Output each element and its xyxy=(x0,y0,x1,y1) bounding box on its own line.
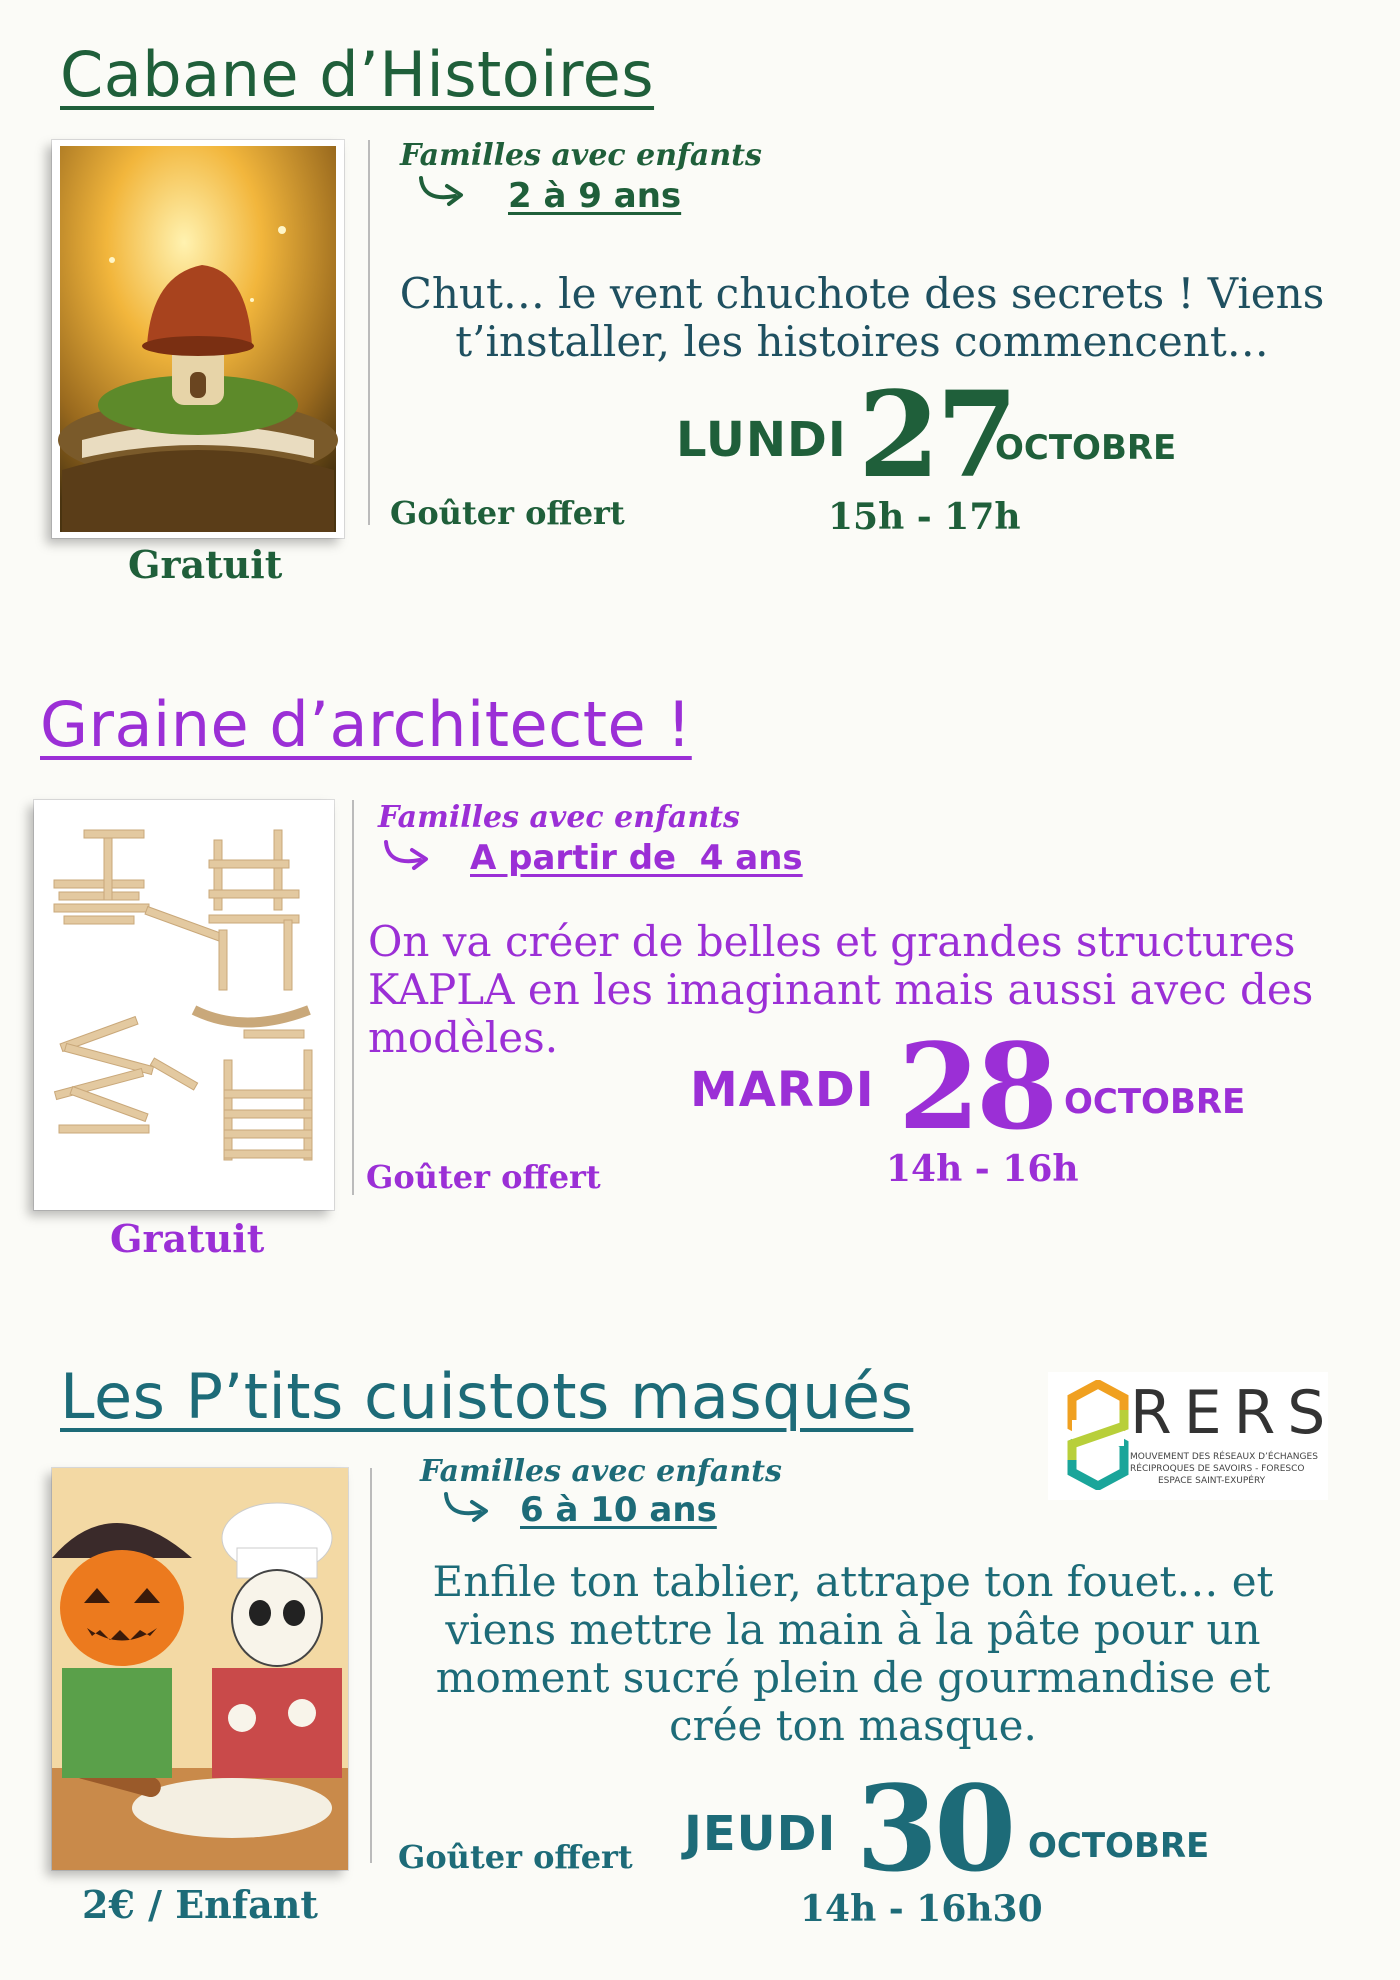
rers-logo-tagline-3: ESPACE SAINT-EXUPÉRY xyxy=(1158,1476,1266,1486)
event-2-description: On va créer de belles et grandes structures KAPLA en les imaginant mais aussi avec des modèles. xyxy=(368,917,1314,1062)
event-3-age: 6 à 10 ans xyxy=(520,1490,717,1530)
event-1-price: Gratuit xyxy=(128,542,283,587)
event-1-divider xyxy=(368,140,370,525)
kapla-blocks-icon xyxy=(34,800,334,1210)
rers-logo-name: RERS xyxy=(1130,1378,1338,1448)
event-1-month: OCTOBRE xyxy=(995,428,1177,468)
event-2-divider xyxy=(352,800,354,1195)
event-1-image xyxy=(52,140,344,538)
event-3-price: 2€ / Enfant xyxy=(82,1882,318,1927)
event-2-month: OCTOBRE xyxy=(1064,1082,1246,1122)
event-1-time: 15h - 17h xyxy=(828,496,1021,538)
halloween-cooking-kids-icon xyxy=(52,1468,348,1870)
event-2-audience: Familles avec enfants xyxy=(378,800,740,835)
event-3-snack: Goûter offert xyxy=(398,1838,633,1876)
event-2-age: A partir de 4 ans xyxy=(470,838,803,878)
event-1-age: 2 à 9 ans xyxy=(508,176,682,216)
rers-logo-tagline-1: MOUVEMENT DES RÉSEAUX D’ÉCHANGES xyxy=(1130,1452,1318,1462)
event-3-arrow-icon xyxy=(440,1488,500,1528)
event-3-date: 30 xyxy=(856,1759,1013,1898)
event-3-title: Les P’tits cuistots masqués xyxy=(60,1360,914,1433)
event-3-day: JEUDI xyxy=(684,1806,837,1862)
event-1-description: Chut… le vent chuchote des secrets ! Viens t’installer, les histoires commencent… xyxy=(399,269,1325,366)
event-3-audience: Familles avec enfants xyxy=(420,1454,782,1489)
event-3-description: Enfile ton tablier, attrape ton fouet… et viens mettre la main à la pâte pour un moment sucré plein de gourmandise et crée ton masque. xyxy=(432,1557,1274,1750)
event-2-image xyxy=(34,800,334,1210)
event-2-title: Graine d’architecte ! xyxy=(40,688,692,761)
event-3-month: OCTOBRE xyxy=(1028,1826,1210,1866)
event-1-snack: Goûter offert xyxy=(390,494,625,532)
event-3-divider xyxy=(370,1468,372,1863)
event-2-price: Gratuit xyxy=(110,1216,265,1261)
rers-logo-icon xyxy=(1058,1380,1138,1490)
rers-logo xyxy=(1048,1372,1338,1500)
event-1-date: 27 xyxy=(858,365,1015,504)
mushroom-house-book-icon xyxy=(52,140,344,538)
event-2-time: 14h - 16h xyxy=(886,1148,1079,1190)
event-2-arrow-icon xyxy=(380,836,440,876)
rers-logo-tagline-2: RÉCIPROQUES DE SAVOIRS - FORESCO xyxy=(1130,1464,1305,1474)
event-1-arrow-icon xyxy=(415,172,475,212)
event-1-day: LUNDI xyxy=(676,412,847,468)
event-1-title: Cabane d’Histoires xyxy=(60,38,655,111)
event-2-day: MARDI xyxy=(690,1062,875,1118)
event-3-image xyxy=(52,1468,348,1870)
event-2-snack: Goûter offert xyxy=(366,1158,601,1196)
event-1-audience: Familles avec enfants xyxy=(400,138,762,173)
event-2-date: 28 xyxy=(898,1017,1055,1156)
event-3-time: 14h - 16h30 xyxy=(800,1888,1043,1930)
